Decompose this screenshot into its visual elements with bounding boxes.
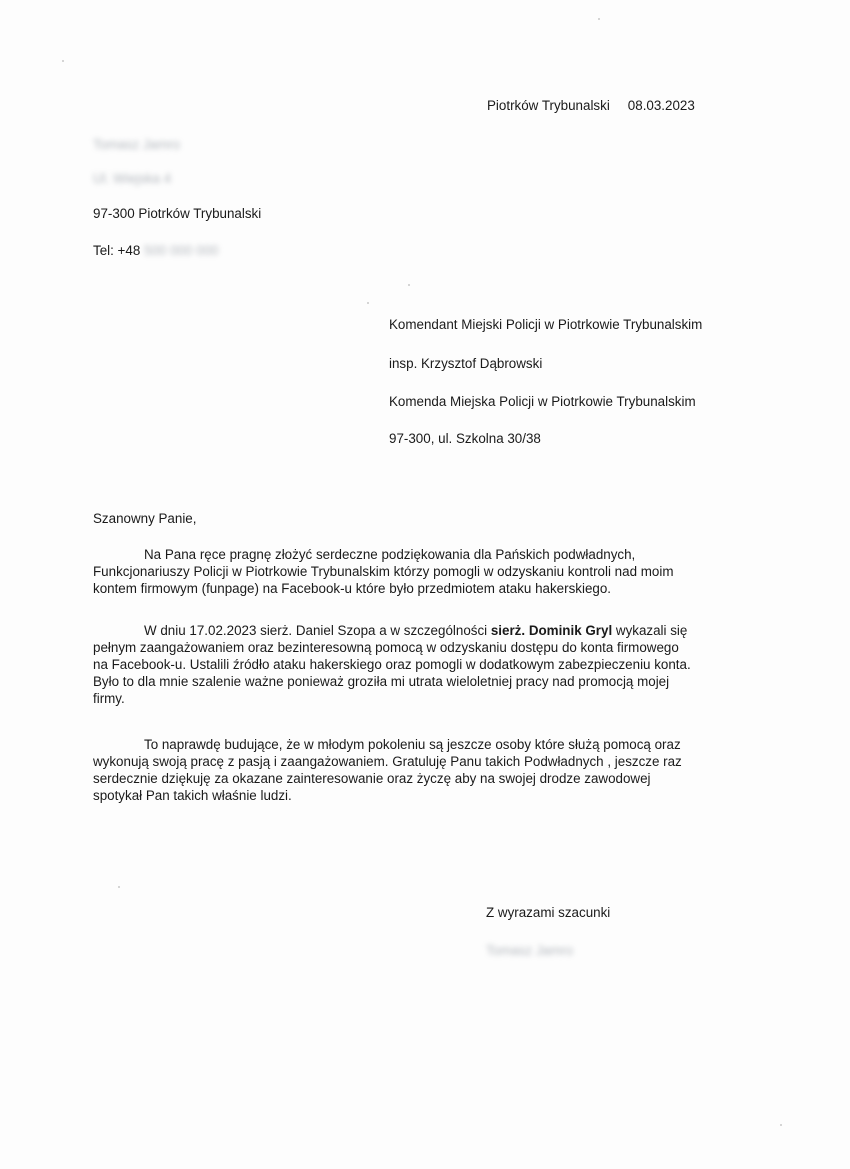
scan-speck — [367, 302, 369, 304]
paragraph-line: Było to dla mnie szalenie ważne ponieważ groziła mi utrata wieloletniej pracy nad promocją mojej — [93, 674, 670, 689]
signature-redacted: Tomasz Jamro — [486, 943, 574, 958]
recipient-address: 97-300, ul. Szkolna 30/38 — [389, 431, 541, 446]
paragraph-line: firmy. — [93, 691, 125, 706]
sender-name-redacted: Tomasz Jamro — [93, 137, 181, 152]
date: 08.03.2023 — [627, 98, 695, 113]
recipient-name: insp. Krzysztof Dąbrowski — [389, 356, 543, 371]
paragraph-line: To naprawdę budujące, że w młodym pokoleniu są jeszcze osoby które służą pomocą oraz — [144, 737, 681, 752]
paragraph-line: spotykał Pan takich właśnie ludzi. — [93, 788, 292, 803]
place-and-date — [487, 97, 695, 115]
paragraph-line: serdecznie dziękuję za okazane zainteresowanie oraz życzę aby na swojej drodze zawodowej — [93, 771, 651, 786]
scan-speck — [598, 18, 600, 20]
phone-number-redacted: 500 000 000 — [144, 243, 219, 258]
paragraph-line: Na Pana ręce pragnę złożyć serdeczne podziękowania dla Pańskich podwładnych, — [144, 547, 636, 562]
paragraph-thanks — [93, 546, 733, 597]
scan-speck — [408, 284, 410, 286]
sender-street-redacted: Ul. Wiejska 4 — [93, 171, 172, 186]
scan-speck — [780, 1124, 782, 1126]
place: Piotrków Trybunalski — [487, 98, 610, 113]
paragraph-line: W dniu 17.02.2023 sierż. Daniel Szopa a w szczególności sierż. Dominik Gryl wykazali się — [144, 623, 688, 638]
recipient-institution: Komenda Miejska Policji w Piotrkowie Trybunalskim — [389, 394, 696, 409]
paragraph-line: na Facebook-u. Ustalili źródło ataku hakerskiego oraz pomogli w dodatkowym zabezpieczeniu konta. — [93, 657, 691, 672]
sender-phone — [93, 242, 218, 260]
scan-speck — [118, 886, 120, 888]
sender-city: 97-300 Piotrków Trybunalski — [93, 206, 262, 221]
phone-prefix: Tel: +48 — [93, 243, 141, 258]
closing-phrase: Z wyrazami szacunki — [486, 905, 611, 920]
scan-speck — [62, 60, 64, 62]
highlighted-officer-name: sierż. Dominik Gryl — [490, 623, 613, 638]
paragraph-closing-thoughts — [93, 736, 733, 804]
recipient-title: Komendant Miejski Policji w Piotrkowie Trybunalskim — [389, 317, 703, 332]
paragraph-line: pełnym zaangażowaniem oraz bezinteresowną pomocą w odzyskaniu dostępu do konta firmowego — [93, 640, 679, 655]
paragraph-details — [93, 622, 733, 707]
paragraph-line: Funkcjonariuszy Policji w Piotrkowie Trybunalskim którzy pomogli w odzyskaniu kontroli nad moim — [93, 564, 674, 579]
salutation: Szanowny Panie, — [93, 511, 197, 526]
paragraph-line: kontem firmowym (funpage) na Facebook-u które było przedmiotem ataku hakerskiego. — [93, 581, 612, 596]
paragraph-line: wykonują swoją pracę z pasją i zaangażowaniem. Gratuluję Panu takich Podwładnych , jeszcze raz — [93, 754, 682, 769]
